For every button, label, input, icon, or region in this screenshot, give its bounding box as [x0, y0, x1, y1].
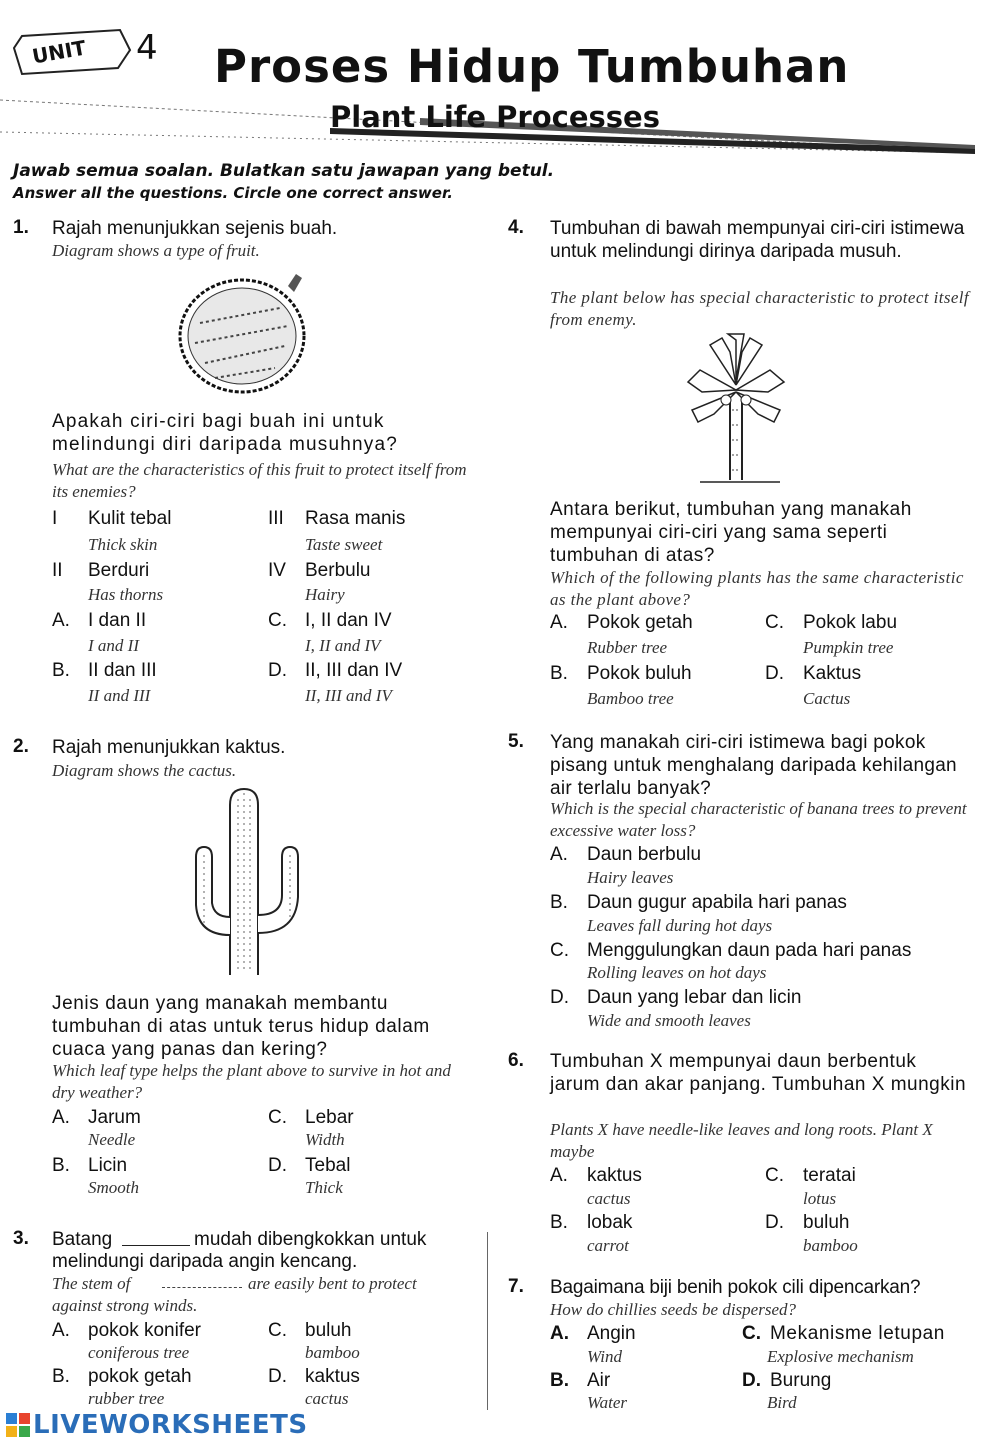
q4-option-a-en: Rubber tree	[587, 638, 668, 657]
q6-option-d-en: bamboo	[803, 1236, 858, 1255]
q4-option-a[interactable]: Pokok getah	[587, 612, 693, 633]
q1-number: 1.	[13, 217, 29, 238]
page-subtitle: Plant Life Processes	[330, 100, 660, 134]
q1-item-label: Kulit tebal	[88, 508, 172, 529]
q4-stem-en: The plant below has special characteristic to protect itself from enemy.	[550, 288, 970, 329]
q4-ask-ms: Antara berikut, tumbuhan yang manakah mempunyai ciri-ciri yang sama seperti tumbuhan di atas?	[550, 499, 912, 566]
column-divider	[487, 1232, 488, 1410]
q3-option-c-en: bamboo	[305, 1343, 360, 1362]
q1-option-a[interactable]: I dan II	[88, 610, 147, 631]
q1-item-label-en: Taste sweet	[305, 535, 383, 554]
q2-number: 2.	[13, 736, 29, 757]
q2-option-d[interactable]: Tebal	[305, 1155, 351, 1176]
q1-item-label-en: Has thorns	[88, 585, 164, 604]
q5-option-b-en: Leaves fall during hot days	[587, 916, 773, 935]
q1-item-num: IV	[268, 560, 286, 581]
q6-option-a[interactable]: kaktus	[587, 1165, 642, 1186]
q7-stem-ms: Bagaimana biji benih pokok cili dipencarkan?	[550, 1277, 921, 1298]
q7-option-c[interactable]: Mekanisme letupan	[770, 1323, 945, 1344]
q5-option-d[interactable]: Daun yang lebar dan licin	[587, 987, 802, 1008]
q6-option-d[interactable]: buluh	[803, 1212, 850, 1233]
q2-option-b-letter[interactable]: B.	[52, 1155, 70, 1176]
q5-option-d-letter[interactable]: D.	[550, 987, 569, 1008]
q1-item-num: II	[52, 560, 63, 581]
q1-item-label: Berduri	[88, 560, 150, 581]
q3-stem-en-part3: against strong winds.	[52, 1296, 198, 1315]
q5-number: 5.	[508, 731, 524, 752]
q3-option-b-en: rubber tree	[88, 1389, 165, 1408]
q1-option-c-letter[interactable]: C.	[268, 610, 287, 631]
q2-option-d-letter[interactable]: D.	[268, 1155, 287, 1176]
q2-option-a[interactable]: Jarum	[88, 1107, 141, 1128]
q1-stem-en: Diagram shows a type of fruit.	[52, 241, 260, 260]
q3-option-b-letter[interactable]: B.	[52, 1366, 70, 1387]
q4-option-c-letter[interactable]: C.	[765, 612, 784, 633]
q3-option-a[interactable]: pokok konifer	[88, 1320, 202, 1341]
instruction-en: Answer all the questions. Circle one correct answer.	[13, 184, 453, 202]
q6-stem-ms: Tumbuhan X mempunyai daun berbentuk jarum dan akar panjang. Tumbuhan X mungkin	[550, 1051, 967, 1095]
q6-option-c[interactable]: teratai	[803, 1165, 856, 1186]
q3-stem-ms-part3: melindungi daripada angin kencang.	[52, 1251, 358, 1272]
q7-option-c-en: Explosive mechanism	[767, 1347, 914, 1366]
q2-option-c-letter[interactable]: C.	[268, 1107, 287, 1128]
q1-item-label-en: Hairy	[305, 585, 345, 604]
q3-stem-ms-part1: Batang	[52, 1229, 113, 1250]
q2-ask-ms: Jenis daun yang manakah membantu tumbuhan di atas untuk terus hidup dalam cuaca yang panas dan kering?	[52, 993, 430, 1060]
q1-option-c-en: I, II and IV	[305, 636, 381, 655]
durian-fruit-image	[170, 268, 320, 398]
unit-number: 4	[136, 28, 158, 68]
q3-blank-line[interactable]	[122, 1245, 190, 1246]
q4-ask-en: Which of the following plants has the same characteristic as the plant above?	[550, 568, 964, 609]
unit-label: UNIT	[30, 35, 88, 69]
q1-item-label: Berbulu	[305, 560, 371, 581]
q2-option-c-en: Width	[305, 1130, 345, 1149]
q1-option-d-en: II, III and IV	[305, 686, 392, 705]
q1-option-d-letter[interactable]: D.	[268, 660, 287, 681]
q5-option-b-letter[interactable]: B.	[550, 892, 568, 913]
page-title: Proses Hidup Tumbuhan	[214, 40, 850, 93]
q1-option-b-letter[interactable]: B.	[52, 660, 70, 681]
q1-item-label-en: Thick skin	[88, 535, 158, 554]
q2-stem-ms: Rajah menunjukkan kaktus.	[52, 737, 286, 758]
q7-option-a-letter[interactable]: A.	[550, 1323, 569, 1344]
q3-option-c-letter[interactable]: C.	[268, 1320, 287, 1341]
q1-ask-ms: Apakah ciri-ciri bagi buah ini untuk melindungi diri daripada musuhnya?	[52, 411, 399, 455]
q7-option-d-letter[interactable]: D.	[742, 1370, 761, 1391]
q6-option-c-en: lotus	[803, 1189, 837, 1208]
q4-stem-ms: Tumbuhan di bawah mempunyai ciri-ciri istimewa untuk melindungi dirinya daripada musuh.	[550, 218, 965, 262]
q7-stem-en: How do chillies seeds be dispersed?	[550, 1300, 796, 1319]
q7-number: 7.	[508, 1276, 524, 1297]
footer-brand[interactable]: LIVEWORKSHEETS	[33, 1410, 308, 1440]
q4-option-a-letter[interactable]: A.	[550, 612, 568, 633]
q6-option-a-en: cactus	[587, 1189, 631, 1208]
q4-option-d[interactable]: Kaktus	[803, 663, 862, 684]
q7-option-b-en: Water	[587, 1393, 627, 1412]
q2-option-a-en: Needle	[88, 1130, 136, 1149]
q1-option-a-en: I and II	[88, 636, 139, 655]
q6-option-b-letter[interactable]: B.	[550, 1212, 568, 1233]
q7-option-a-en: Wind	[587, 1347, 622, 1366]
q5-option-c-en: Rolling leaves on hot days	[587, 963, 767, 982]
q7-option-b[interactable]: Air	[587, 1370, 611, 1391]
q2-option-c[interactable]: Lebar	[305, 1107, 354, 1128]
q1-option-b-en: II and III	[88, 686, 151, 705]
q6-option-c-letter[interactable]: C.	[765, 1165, 784, 1186]
q1-item-num: I	[52, 508, 58, 529]
cactus-image	[178, 785, 308, 980]
liveworksheets-logo-icon	[6, 1413, 32, 1439]
q5-option-b[interactable]: Daun gugur apabila hari panas	[587, 892, 847, 913]
q5-stem-en: Which is the special characteristic of banana trees to prevent excessive water loss?	[550, 799, 967, 840]
q7-option-a[interactable]: Angin	[587, 1323, 636, 1344]
q5-option-d-en: Wide and smooth leaves	[587, 1011, 751, 1030]
q4-option-b-letter[interactable]: B.	[550, 663, 568, 684]
q7-option-d[interactable]: Burung	[770, 1370, 832, 1391]
q3-blank-line-en	[162, 1287, 242, 1288]
q3-stem-en-part1: The stem of	[52, 1274, 131, 1293]
q1-ask-en: What are the characteristics of this fruit to protect itself from its enemies?	[52, 460, 467, 501]
q1-option-a-letter[interactable]: A.	[52, 610, 70, 631]
q3-option-c[interactable]: buluh	[305, 1320, 352, 1341]
q4-number: 4.	[508, 217, 524, 238]
q3-option-a-letter[interactable]: A.	[52, 1320, 70, 1341]
q1-item-label: Rasa manis	[305, 508, 406, 529]
q2-option-b[interactable]: Licin	[88, 1155, 128, 1176]
q5-option-a[interactable]: Daun berbulu	[587, 844, 702, 865]
q4-option-c-en: Pumpkin tree	[803, 638, 894, 657]
q4-option-b[interactable]: Pokok buluh	[587, 663, 692, 684]
q2-option-b-en: Smooth	[88, 1178, 139, 1197]
q7-option-b-letter[interactable]: B.	[550, 1370, 569, 1391]
q3-stem-en-part2: are easily bent to protect	[248, 1274, 417, 1293]
q5-stem-ms: Yang manakah ciri-ciri istimewa bagi pokok pisang untuk menghalang daripada kehilangan air terlalu banyak?	[550, 732, 957, 799]
q3-option-d-en: cactus	[305, 1389, 349, 1408]
q5-option-a-letter[interactable]: A.	[550, 844, 568, 865]
q4-option-d-letter[interactable]: D.	[765, 663, 784, 684]
q5-option-c-letter[interactable]: C.	[550, 940, 569, 961]
q6-stem-en: Plants X have needle-like leaves and long roots. Plant X maybe	[550, 1120, 933, 1161]
q3-option-d[interactable]: kaktus	[305, 1366, 360, 1387]
q7-option-c-letter[interactable]: C.	[742, 1323, 761, 1344]
q6-option-d-letter[interactable]: D.	[765, 1212, 784, 1233]
q6-option-a-letter[interactable]: A.	[550, 1165, 568, 1186]
q5-option-a-en: Hairy leaves	[587, 868, 674, 887]
q4-option-c[interactable]: Pokok labu	[803, 612, 898, 633]
q6-option-b[interactable]: lobak	[587, 1212, 633, 1233]
q3-option-d-letter[interactable]: D.	[268, 1366, 287, 1387]
papaya-tree-image	[670, 330, 810, 490]
q1-item-num: III	[268, 508, 284, 529]
q3-option-b[interactable]: pokok getah	[88, 1366, 192, 1387]
q5-option-c[interactable]: Menggulungkan daun pada hari panas	[587, 940, 912, 961]
q2-option-d-en: Thick	[305, 1178, 343, 1197]
q3-stem-ms-part2: mudah dibengkokkan untuk	[194, 1229, 427, 1250]
q1-stem-ms: Rajah menunjukkan sejenis buah.	[52, 218, 338, 239]
q6-option-b-en: carrot	[587, 1236, 629, 1255]
q1-option-b[interactable]: II dan III	[88, 660, 157, 681]
q2-ask-en: Which leaf type helps the plant above to survive in hot and dry weather?	[52, 1061, 451, 1102]
q1-option-c[interactable]: I, II dan IV	[305, 610, 392, 631]
q3-option-a-en: coniferous tree	[88, 1343, 190, 1362]
q4-option-d-en: Cactus	[803, 689, 851, 708]
q2-stem-en: Diagram shows the cactus.	[52, 761, 237, 780]
instruction-ms: Jawab semua soalan. Bulatkan satu jawapan yang betul.	[13, 161, 555, 181]
q7-option-d-en: Bird	[767, 1393, 797, 1412]
q3-number: 3.	[13, 1228, 29, 1249]
q6-number: 6.	[508, 1050, 524, 1071]
q4-option-b-en: Bamboo tree	[587, 689, 674, 708]
q1-option-d[interactable]: II, III dan IV	[305, 660, 403, 681]
q2-option-a-letter[interactable]: A.	[52, 1107, 70, 1128]
